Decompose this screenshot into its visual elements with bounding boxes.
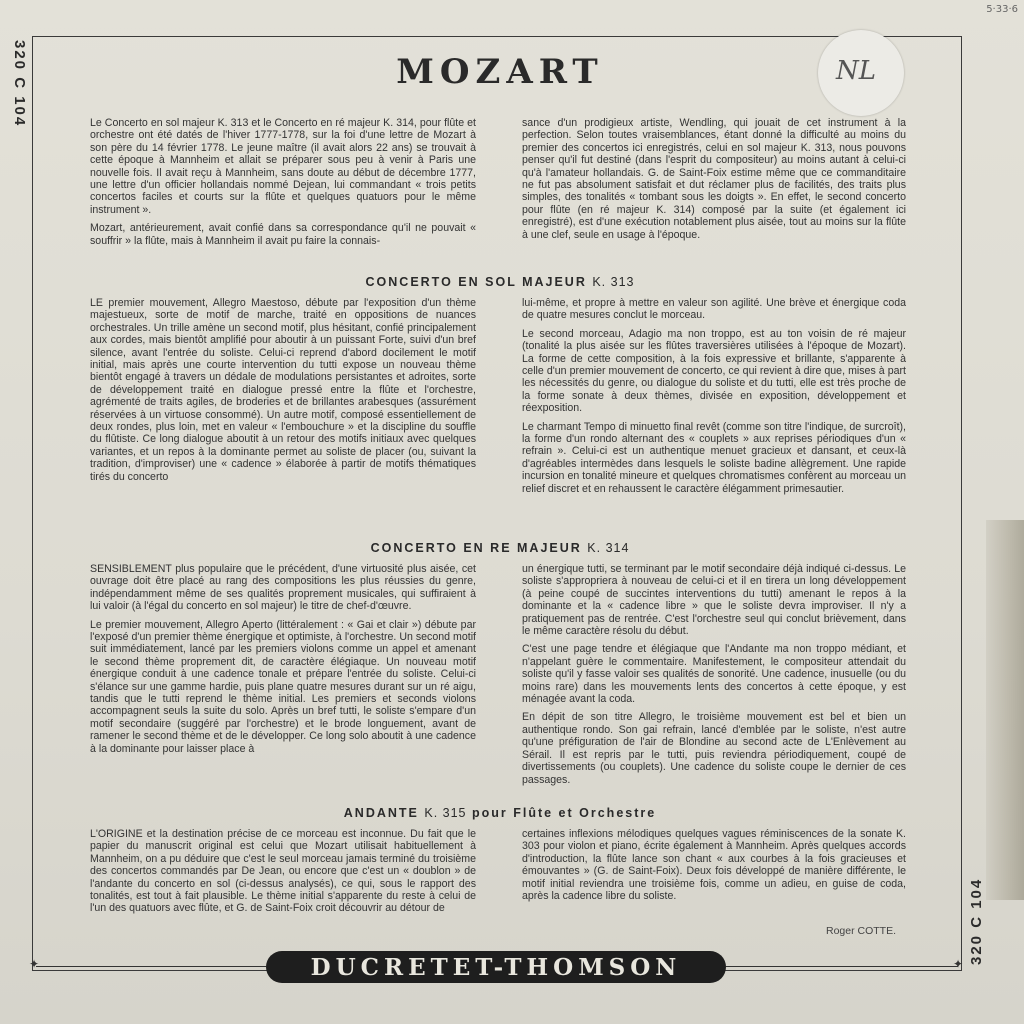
page-title: MOZART	[396, 52, 604, 92]
heading-catalog: K. 314	[587, 541, 630, 555]
heading-catalog: K. 313	[592, 275, 635, 289]
divider-right	[726, 966, 958, 967]
paragraph: C'est une page tendre et élégiaque que l'Andante ma non troppo médiant, et n'appelant guère le commentaire. Manifestement, le compositeur attendait du soliste qu'il y fasse valoir ses qualités de sonorité. Une cadence, inusuelle (ou du moins rare) dans les mouvements lents des concertos à cette époque, y est ménagée avant la coda.	[522, 643, 906, 706]
paragraph: Le Concerto en sol majeur K. 313 et le Concerto en ré majeur K. 314, pour flûte et orchestre ont été datés de l'hiver 1777-1778, sur la foi d'une lettre de Mozart à son père du 14 février 1778. Le jeune maître (il avait alors 22 ans) se trouvait à cette époque à Mannheim et allait se préparer sous peu à venir à Paris une nouvelle fois. Il avait reçu à Mannheim, sans doute au début de décembre 1777, une lettre d'un officier hollandais nommé Dejean, lui commandant « trois petits concertos faciles et courts sur la flûte et quelques quatuors pour le même instrument ».	[90, 117, 476, 216]
section-1-left-column	[90, 297, 476, 489]
paragraph: sance d'un prodigieux artiste, Wendling, qui jouait de cet instrument à la perfection. Selon toutes vraisemblances, étant donné la difficulté au moins du premier des concertos ici enregistrés, celui en sol majeur K. 313, nous pouvons penser qu'il fut destiné (dans l'esprit du compositeur) au moins autant à celui-ci qu'à l'amateur hollandais. G. de Saint-Foix estime même que ce commanditaire ne fut pas absolument satisfait et dut réclamer plus de facilités, des traits plus simples, des tonalités « tombant sous les doigts ». En effet, le second concerto pour flûte (en ré majeur K. 314) composé par la suite (et également ici enregistré), est d'une exécution notablement plus aisée, tout au moins sur la flûte à une clef, seule en usage à l'époque.	[522, 117, 906, 241]
label-logo: DUCRETET-THOMSON	[266, 951, 726, 983]
paragraph: LE premier mouvement, Allegro Maestoso, débute par l'exposition d'un thème majestueux, sorte de motif de marche, traité en oppositions de nuances orchestrales. Un trille amène un second motif, plus hésitant, confié principalement aux cordes, mais bientôt amplifié pour aboutir à un puissant Forte, suivi d'un bref silence, avant l'entrée du soliste. Celui-ci reprend d'abord docilement le motif initial, mais après une courte intervention du tutti expose un nouveau thème bientôt engagé à travers un dédale de modulations persistantes et adroites, sorte de développement traité en dialogue pressé entre la flûte et l'orchestre, agrémenté de traits agiles, de broderies et de brillantes arabesques (assurément réservées à un virtuose consommé). Un autre motif, composé essentiellement de deux rondes, plus loin, met en valeur « l'embouchure » et la discipline du souffle du flûtiste. Ce long dialogue aboutit à un retour des motifs initiaux avec quelques variantes, et un repos à la dominante permet au soliste de placer (ou, suivant la tradition, d'improviser) une « cadence » élaborée à partir de motifs thématiques tirés du concerto	[90, 297, 476, 483]
section-heading	[60, 275, 940, 289]
star-icon: ✦	[953, 957, 964, 971]
heading-title: ANDANTE	[343, 806, 419, 820]
heading-title: CONCERTO EN SOL MAJEUR	[365, 275, 587, 289]
catalog-number-right: 320 C 104	[968, 877, 985, 965]
paragraph: un énergique tutti, se terminant par le motif secondaire déjà indiqué ci-dessus. Le soliste s'appropriera à nouveau de celui-ci et il en tirera un long développement (à peine coupé de succintes interventions du tutti) amenant le repos à la dominante et la « cadence libre » que le soliste devra improviser. Il n'y a pratiquement pas de rentrée. C'est l'orchestre seul qui conclut brièvement, dans le même caractère résolu du début.	[522, 563, 906, 638]
paragraph: Le premier mouvement, Allegro Aperto (littéralement : « Gai et clair ») débute par l'exposé d'un premier thème énergique et optimiste, à l'orchestre. Un second motif suit immédiatement, lancé par les premiers violons comme un appel et amenant le second thème proprement dit, de caractère élégiaque. Un nouveau motif énergique conduit à une cadence tonale et prépare l'entrée du soliste. Celui-ci s'élance sur une gamme hardie, puis plane quatre mesures durant sur un ré aigu, tandis que le tutti reprend le thème initial. Les premiers et seconds violons accompagnent seuls la suite du solo. Après un bref tutti, le soliste s'empare d'un motif secondaire (suggéré par l'orchestre) et le brode longuement, avant de ramener le second thème et de le développer. Ce long solo aboutit à une cadence à la dominante pour laisser place à	[90, 618, 476, 755]
paragraph: L'ORIGINE et la destination précise de ce morceau est inconnue. Du fait que le papier du manuscrit original est celui que Mozart utilisait habituellement à Mannheim, on a pu déduire que c'est le seul morceau jamais terminé du troisième des concertos commandés par De Jean, ou encore que c'est un « doublon » de l'andante du concerto en sol (ci-dessus analysés), ce qui, sous le rapport des tonalités, est tout à fait plausible. Le thème initial s'apparente du reste à celui de l'un des quatuors avec flûte, et G. de Saint-Foix croit découvrir au détour de	[90, 828, 476, 915]
heading-catalog: K. 315	[424, 806, 467, 820]
star-icon: ✦	[29, 957, 40, 971]
paragraph: SENSIBLEMENT plus populaire que le précédent, d'une virtuosité plus aisée, cet ouvrage doit être placé au rang des compositions les plus réussies du genre, indépendamment même de ses qualités proprement musicales, qui suffiraient à lui valoir (à l'égal du concerto en sol majeur) le titre de chef-d'œuvre.	[90, 563, 476, 613]
sticker-text: NL	[836, 56, 877, 86]
heading-suffix: pour Flûte et Orchestre	[471, 806, 657, 820]
heading-title: CONCERTO EN RE MAJEUR	[370, 541, 582, 555]
section-2-right-column	[522, 563, 906, 792]
paragraph: Le second morceau, Adagio ma non troppo, est au ton voisin de ré majeur (tonalité la plus aisée sur les flûtes traversières utilisées à l'époque de Mozart). La forme de cette composition, à la fois expressive et brillante, s'apparente à celle d'un premier mouvement de concerto, ce qui revient à dire que, mises à part les nécessités du genre, ou dialogue du soliste et du tutti, elle est très proche de la forme sonate à deux thèmes, divisée en exposition, développement et réexposition.	[522, 327, 906, 415]
author-signature: Roger COTTE.	[826, 925, 897, 937]
section-heading	[60, 541, 940, 555]
section-3-right-column	[522, 828, 906, 908]
section-heading	[60, 806, 940, 820]
paragraph: lui-même, et propre à mettre en valeur son agilité. Une brève et énergique coda de quatre mesures conclut le morceau.	[522, 297, 906, 322]
paragraph: Mozart, antérieurement, avait confié dans sa correspondance qu'il ne pouvait « souffrir » la flûte, mais à Mannheim il avait pu faire la connais-	[90, 222, 476, 247]
sleeve-wear	[986, 520, 1024, 900]
section-3-left-column	[90, 828, 476, 921]
divider-left	[36, 966, 266, 967]
catalog-number-left: 320 C 104	[11, 40, 28, 128]
section-1-right-column	[522, 297, 906, 501]
intro-right-column	[522, 117, 906, 247]
section-2-left-column	[90, 563, 476, 761]
paragraph: certaines inflexions mélodiques quelques vagues réminiscences de la sonate K. 303 pour violon et piano, écrite également à Mannheim. Après quelques accords d'introduction, la flûte lance son chant « aux courbes à la fois gracieuses et émouvantes » (G. de Saint-Foix). Deux fois développé de manière différente, le motif initial reviendra une troisième fois, comme un adieu, en guise de coda, après la cadence libre du soliste.	[522, 828, 906, 903]
paragraph: En dépit de son titre Allegro, le troisième mouvement est bel et bien un authentique rondo. Son gai refrain, lancé d'emblée par le soliste, n'est autre qu'une préfiguration de l'air de Blondine au second acte de L'Enlèvement au Sérail. Il est repris par le tutti, puis reviendra périodiquement, coupé de divertissements (ou couplets). Une cadence du soliste coupe le dernier de ces passages.	[522, 711, 906, 786]
handwritten-note: 5·33·6	[986, 4, 1018, 15]
paragraph: Le charmant Tempo di minuetto final revêt (comme son titre l'indique, de surcroît), la forme d'un rondo alternant des « couplets » aux reprises périodiques d'un « refrain ». Celui-ci est un authentique menuet gracieux et dansant, et ceux-là d'agréables intermèdes dans lesquels le soliste badine allègrement. Une rapide incursion en tonalité mineure et quelques chromatismes confèrent au morceau un relief discret et en rehaussent le caractère élégamment primesautier.	[522, 420, 906, 495]
intro-left-column	[90, 117, 476, 253]
